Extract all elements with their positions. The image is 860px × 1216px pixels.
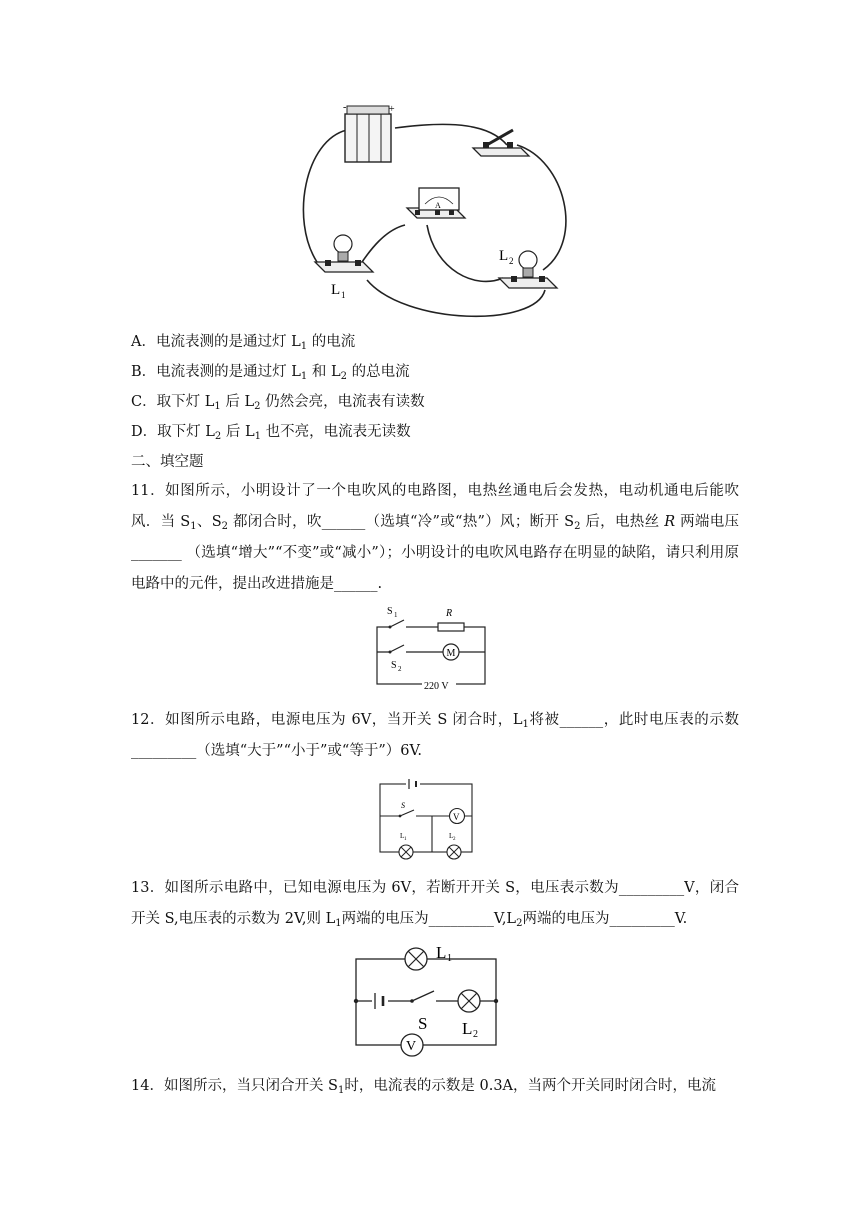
question-11: 11．如图所示，小明设计了一个电吹风的电路图，电热丝通电后会发热，电动机通电后能吹风．当 $S_1$、$S_2$ 都闭合时，吹______（选填“冷”或“热”）风；断开 $S_2$ 后，电热丝 R 两端电压_______ （选填“增大”“不变”或“减小”）；小明设计的电吹风电路存在明显的缺陷，请只利用原电路中的元件，提出改进措施是______. (131, 483, 740, 592)
question-14: 14．如图所示，当只闭合开关 $S_1$时，电流表的示数是 0.3A，当两个开关同时闭合时，电流 (131, 1078, 717, 1096)
svg-text:1: 1 (341, 290, 346, 300)
svg-text:L: L (436, 943, 447, 962)
svg-text:L: L (400, 832, 405, 840)
svg-text:1: 1 (394, 611, 398, 619)
q12-lamp2-icon (447, 832, 461, 859)
ammeter-icon (407, 188, 465, 218)
q11-circuit-figure (370, 600, 494, 692)
q12-circuit-figure (372, 776, 478, 862)
svg-text:A: A (435, 201, 441, 210)
option-b: B．电流表测的是通过灯 $L_1$ 和 $L_2$ 的总电流 (131, 364, 410, 382)
q12-lamp1-icon (399, 832, 413, 859)
svg-text:L: L (462, 1019, 473, 1038)
svg-text:S: S (401, 801, 405, 810)
battery-icon (343, 102, 395, 162)
option-a: A．电流表测的是通过灯 $L_1$ 的电流 (131, 334, 356, 352)
lamp1-icon (315, 235, 373, 300)
svg-text:2: 2 (473, 1029, 478, 1040)
option-c: C．取下灯 $L_1$ 后 $L_2$ 仍然会亮，电流表有读数 (131, 394, 425, 412)
svg-text:-: - (343, 102, 347, 113)
question-13: 13．如图所示电路中，已知电源电压为 6V，若断开开关 S，电压表示数为_________V，闭合开关 S,电压表的示数为 2V,则 $L_1$两端的电压为$\_\_\_\_\_\_\_\_\_V,L_2$两端的电压为_________V. (131, 880, 739, 929)
svg-text:S: S (387, 606, 393, 617)
svg-text:1: 1 (447, 953, 452, 964)
svg-text:V: V (406, 1039, 417, 1054)
svg-text:2: 2 (453, 837, 456, 842)
svg-text:S: S (391, 660, 397, 671)
svg-text:S: S (418, 1014, 428, 1033)
option-d: D．取下灯 $L_2$ 后 $L_1$ 也不亮，电流表无读数 (131, 424, 411, 442)
svg-text:M: M (446, 648, 456, 659)
lamp2-icon (499, 248, 557, 288)
svg-text:R: R (446, 608, 453, 619)
svg-text:1: 1 (404, 837, 407, 842)
svg-text:2: 2 (509, 256, 514, 266)
section-title: 二、填空题 (131, 454, 204, 470)
svg-text:L: L (499, 248, 509, 264)
q13-circuit-figure (350, 938, 508, 1068)
svg-text:L: L (331, 282, 341, 298)
svg-text:220 V: 220 V (424, 681, 449, 692)
switch-icon (473, 130, 529, 156)
q13-lamp1-icon (405, 943, 452, 970)
svg-text:+: + (389, 104, 395, 115)
svg-text:V: V (453, 812, 460, 822)
q13-lamp2-icon (458, 990, 480, 1040)
svg-text:L: L (449, 832, 454, 840)
svg-text:2: 2 (398, 665, 402, 673)
top-circuit-figure (285, 100, 585, 328)
question-12: 12．如图所示电路，电源电压为 6V，当开关 S 闭合时，$L_1$将被______，此时电压表的示数_________（选填“大于”“小于”或“等于”）6V. (131, 712, 739, 759)
